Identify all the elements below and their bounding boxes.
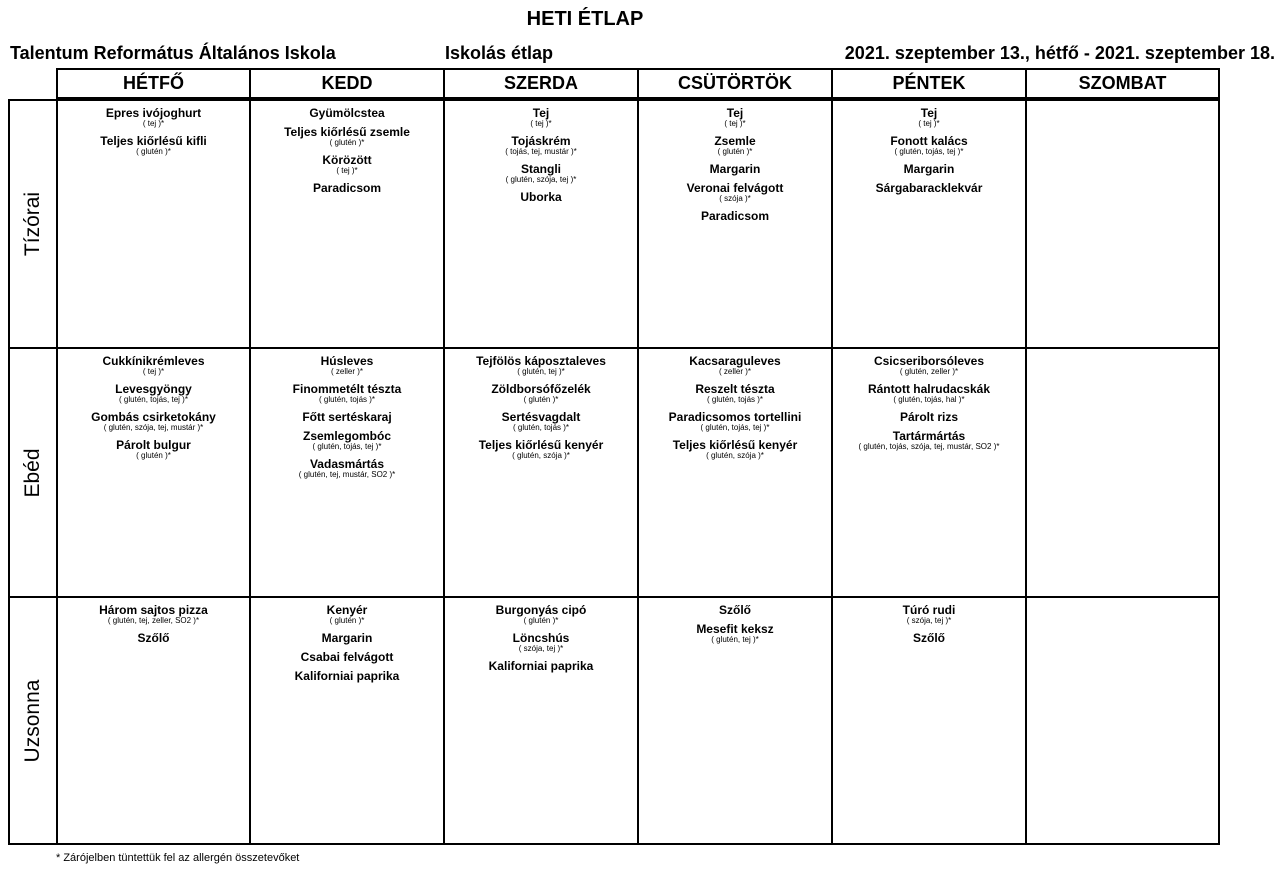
menu-item-name: Fonott kalács — [890, 134, 968, 148]
menu-cell — [637, 596, 831, 845]
menu-item-name: Körözött — [322, 153, 372, 167]
menu-item-allergens: ( glutén, tojás, tej )* — [700, 423, 770, 432]
menu-item-allergens: ( tej )* — [530, 119, 552, 128]
menu-cell — [1025, 347, 1220, 596]
menu-item — [639, 439, 831, 460]
menu-item — [58, 383, 249, 404]
menu-item-name: Szőlő — [719, 603, 751, 617]
menu-item-allergens: ( glutén )* — [523, 616, 559, 625]
menu-item — [445, 411, 637, 432]
menu-item-name: Paradicsom — [700, 209, 770, 223]
day-header: SZOMBAT — [1025, 68, 1220, 99]
menu-item-name: Csicseriborsóleves — [873, 354, 985, 368]
menu-item — [58, 107, 249, 128]
day-header: CSÜTÖRTÖK — [637, 68, 831, 99]
menu-item — [58, 135, 249, 156]
menu-item-name: Epres ivójoghurt — [105, 106, 202, 120]
menu-item — [58, 355, 249, 376]
menu-item-name: Stangli — [520, 162, 561, 176]
day-header: SZERDA — [443, 68, 637, 99]
menu-item — [251, 458, 443, 479]
menu-item-name: Gombás csirketokány — [91, 410, 216, 424]
menu-item — [445, 660, 637, 672]
menu-item — [639, 182, 831, 203]
menu-item — [251, 430, 443, 451]
menu-item — [833, 135, 1025, 156]
menu-item-allergens: ( glutén )* — [523, 395, 559, 404]
menu-item — [639, 411, 831, 432]
menu-cell — [1025, 596, 1220, 845]
menu-item — [251, 182, 443, 194]
menu-item-allergens: ( glutén, tojás )* — [706, 395, 764, 404]
menu-item — [58, 411, 249, 432]
menu-cell — [56, 596, 249, 845]
menu-item-name: Kaliforniai paprika — [294, 669, 400, 683]
menu-item-name: Reszelt tészta — [695, 382, 775, 396]
menu-item-name: Tej — [920, 106, 938, 120]
menu-item — [639, 107, 831, 128]
menu-item-name: Tej — [532, 106, 550, 120]
menu-cell — [249, 99, 443, 347]
menu-item-name: Kenyér — [326, 603, 368, 617]
menu-item-allergens: ( glutén, tojás, tej )* — [119, 395, 188, 404]
menu-item — [833, 411, 1025, 423]
menu-item-allergens: ( glutén, tojás, szója, tej, mustár, SO2 )* — [858, 442, 1000, 451]
menu-item-allergens: ( glutén, tej )* — [517, 367, 565, 376]
menu-item — [251, 411, 443, 423]
menu-cell — [56, 347, 249, 596]
menu-item-allergens: ( glutén )* — [136, 451, 171, 460]
day-header: HÉTFŐ — [56, 68, 249, 99]
menu-item — [833, 632, 1025, 644]
menu-cell — [443, 347, 637, 596]
menu-item — [251, 383, 443, 404]
meal-label-text: Tízórai — [21, 191, 44, 257]
menu-item-name: Gyümölcstea — [309, 106, 385, 120]
menu-item — [445, 191, 637, 203]
menu-item-name: Uborka — [520, 190, 562, 204]
menu-item-name: Csabai felvágott — [300, 650, 394, 664]
menu-item — [445, 163, 637, 184]
menu-cell — [831, 99, 1025, 347]
menu-item-name: Tartármártás — [892, 429, 966, 443]
menu-item-name: Főtt sertéskaraj — [302, 410, 392, 424]
menu-item-allergens: ( glutén )* — [329, 138, 365, 147]
menu-item-name: Vadasmártás — [309, 457, 385, 471]
menu-item-name: Zsemle — [714, 134, 756, 148]
menu-item-allergens: ( tej )* — [724, 119, 746, 128]
day-header: KEDD — [249, 68, 443, 99]
menu-item — [445, 383, 637, 404]
menu-type: Iskolás étlap — [445, 43, 554, 63]
menu-item-name: Tej — [726, 106, 744, 120]
menu-item — [639, 355, 831, 376]
menu-item — [58, 604, 249, 625]
menu-item-name: Cukkínikrémleves — [102, 354, 205, 368]
meal-label — [8, 99, 56, 347]
menu-item — [833, 107, 1025, 128]
menu-cell — [831, 347, 1025, 596]
menu-cell — [1025, 99, 1220, 347]
menu-cell — [637, 99, 831, 347]
menu-item-allergens: ( tej )* — [142, 367, 165, 376]
menu-item-allergens: ( zeller )* — [330, 367, 363, 376]
day-header: PÉNTEK — [831, 68, 1025, 99]
date-range: 2021. szeptember 13., hétfő - 2021. szeptember 18. — [844, 43, 1275, 63]
menu-item-name: Tojáskrém — [511, 134, 571, 148]
menu-item — [251, 604, 443, 625]
menu-item — [833, 383, 1025, 404]
menu-item-name: Kaliforniai paprika — [488, 659, 594, 673]
menu-item-name: Margarin — [903, 162, 955, 176]
menu-item — [639, 383, 831, 404]
menu-item-name: Kacsaraguleves — [689, 354, 781, 368]
menu-item-name: Sertésvagdalt — [501, 410, 581, 424]
menu-item-name: Teljes kiőrlésű kenyér — [672, 438, 798, 452]
menu-item-name: Párolt rizs — [899, 410, 959, 424]
menu-item — [833, 163, 1025, 175]
menu-item-allergens: ( zeller )* — [718, 367, 751, 376]
menu-item-allergens: ( glutén, tojás, tej )* — [312, 442, 382, 451]
menu-item-allergens: ( glutén, tojás, hal )* — [893, 395, 965, 404]
meal-label — [8, 596, 56, 845]
menu-item — [58, 439, 249, 460]
menu-item — [251, 651, 443, 663]
menu-cell — [249, 347, 443, 596]
allergen-footnote: * Zárójelben tüntettük fel az allergén összetevőket — [56, 852, 300, 864]
meal-label-text: Ebéd — [21, 447, 44, 498]
menu-item-allergens: ( glutén, tojás )* — [318, 395, 376, 404]
menu-item-name: Túró rudi — [902, 603, 956, 617]
menu-item — [251, 107, 443, 119]
menu-item — [445, 439, 637, 460]
menu-item — [833, 355, 1025, 376]
menu-item-name: Teljes kiőrlésű kifli — [100, 134, 207, 148]
menu-cell — [443, 99, 637, 347]
page-title: HETI ÉTLAP — [526, 8, 644, 30]
menu-item — [251, 154, 443, 175]
menu-item-allergens: ( glutén )* — [329, 616, 365, 625]
menu-item-allergens: ( tej )* — [142, 119, 165, 128]
menu-item — [445, 604, 637, 625]
menu-item — [445, 135, 637, 156]
menu-item-name: Veronai felvágott — [686, 181, 784, 195]
menu-item-name: Szőlő — [913, 631, 945, 645]
menu-item-allergens: ( tojás, tej, mustár )* — [505, 147, 577, 156]
menu-item-name: Rántott halrudacskák — [867, 382, 991, 396]
menu-item-name: Burgonyás cipó — [495, 603, 587, 617]
menu-item-allergens: ( glutén, tej, mustár, SO2 )* — [298, 470, 396, 479]
menu-cell — [443, 596, 637, 845]
menu-item-allergens: ( glutén, szója )* — [512, 451, 570, 460]
menu-cell — [249, 596, 443, 845]
menu-item-name: Szőlő — [137, 631, 170, 645]
school-name: Talentum Református Általános Iskola — [10, 43, 336, 63]
menu-cell — [637, 347, 831, 596]
menu-item-allergens: ( szója, tej )* — [906, 616, 952, 625]
menu-item-name: Paradicsom — [312, 181, 382, 195]
menu-item-name: Margarin — [709, 162, 761, 176]
menu-cell — [56, 99, 249, 347]
menu-item-allergens: ( glutén, zeller )* — [899, 367, 959, 376]
menu-item — [639, 604, 831, 616]
menu-item-allergens: ( glutén, tojás )* — [512, 423, 570, 432]
meal-label-text: Uzsonna — [21, 679, 44, 762]
menu-item-name: Tejfölös káposztaleves — [476, 354, 606, 368]
menu-item-allergens: ( szója, tej )* — [518, 644, 564, 653]
menu-item-name: Zöldborsófőzelék — [491, 382, 591, 396]
menu-item-allergens: ( tej )* — [336, 166, 358, 175]
menu-item-name: Teljes kiőrlésű kenyér — [478, 438, 604, 452]
menu-item-name: Teljes kiőrlésű zsemle — [284, 125, 410, 139]
menu-item — [58, 632, 249, 644]
menu-item-name: Finommetélt tészta — [292, 382, 402, 396]
menu-item — [639, 210, 831, 222]
menu-item-name: Három sajtos pizza — [99, 603, 208, 617]
menu-item-name: Zsemlegombóc — [302, 429, 392, 443]
menu-item-allergens: ( glutén, tej )* — [711, 635, 759, 644]
menu-item-allergens: ( glutén, szója )* — [706, 451, 764, 460]
meal-label — [8, 347, 56, 596]
menu-cell — [831, 596, 1025, 845]
menu-item-allergens: ( glutén, tojás, tej )* — [894, 147, 964, 156]
menu-item-allergens: ( szója )* — [719, 194, 751, 203]
menu-item — [445, 632, 637, 653]
menu-item-name: Levesgyöngy — [115, 382, 192, 396]
menu-item — [833, 182, 1025, 194]
menu-item-name: Margarin — [321, 631, 373, 645]
menu-item — [445, 107, 637, 128]
menu-item — [639, 623, 831, 644]
menu-item — [251, 632, 443, 644]
menu-item-allergens: ( tej )* — [918, 119, 940, 128]
menu-item — [833, 430, 1025, 451]
menu-item — [251, 355, 443, 376]
menu-item-name: Húsleves — [320, 354, 374, 368]
menu-item-name: Sárgabaracklekvár — [875, 181, 983, 195]
menu-item-name: Mesefit keksz — [696, 622, 774, 636]
menu-item-allergens: ( glutén )* — [136, 147, 171, 156]
menu-item-allergens: ( glutén, szója, tej, mustár )* — [103, 423, 204, 432]
menu-item-allergens: ( glutén, tej, zeller, SO2 )* — [107, 616, 200, 625]
menu-item — [251, 670, 443, 682]
menu-item-name: Párolt bulgur — [116, 438, 191, 452]
menu-item — [639, 135, 831, 156]
menu-item — [445, 355, 637, 376]
menu-item-name: Löncshús — [512, 631, 570, 645]
menu-item-allergens: ( glutén, szója, tej )* — [505, 175, 577, 184]
menu-item — [251, 126, 443, 147]
menu-item — [833, 604, 1025, 625]
menu-item-allergens: ( glutén )* — [717, 147, 753, 156]
menu-item — [639, 163, 831, 175]
menu-item-name: Paradicsomos tortellini — [668, 410, 802, 424]
